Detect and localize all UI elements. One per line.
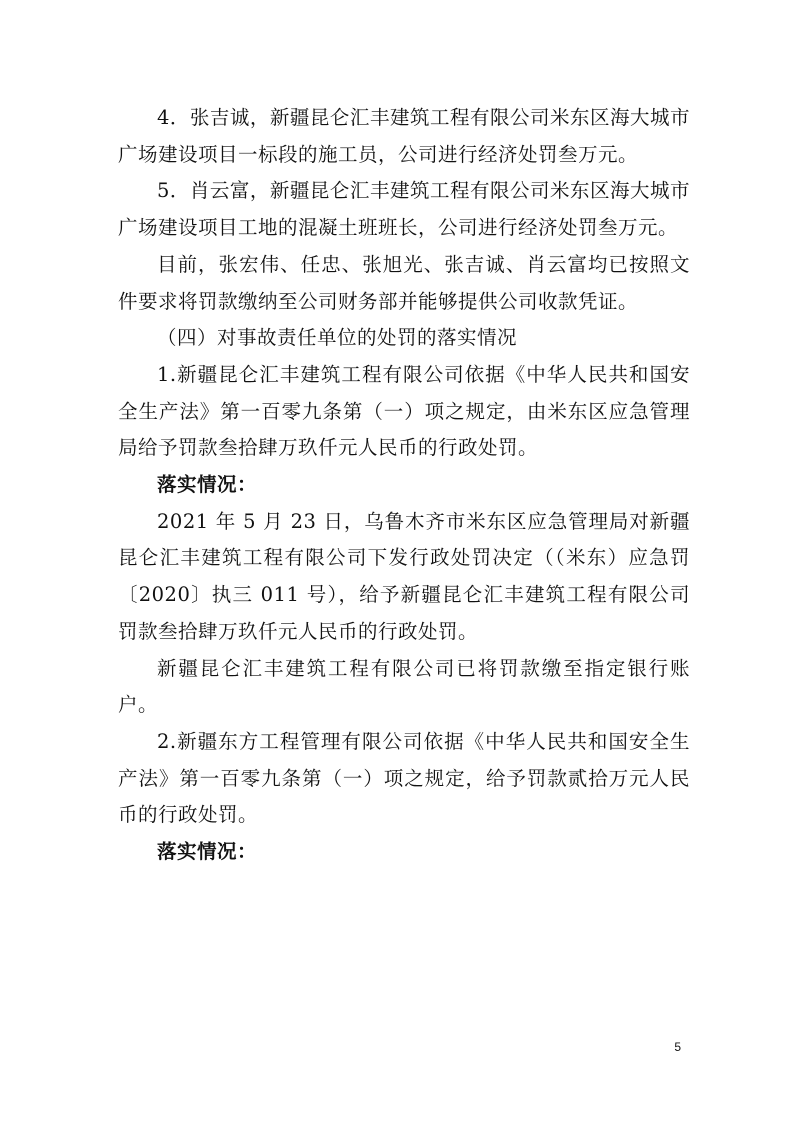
paragraph-penalty-zhang-jicheng: 4．张吉诚，新疆昆仑汇丰建筑工程有限公司米东区海大城市广场建设项目一标段的施工员，公司进行经济处罚叁万元。 bbox=[118, 106, 690, 166]
implementation-status-heading: 落实情况： bbox=[157, 840, 258, 864]
paragraph-penalty-kunlun-huifeng: 1.新疆昆仑汇丰建筑工程有限公司依据《中华人民共和国安全生产法》第一百零九条第（一）项之规定，由米东区应急管理局给予罚款叁拾肆万玖仟元人民币的行政处罚。 bbox=[118, 362, 690, 460]
paragraph-penalty-decision-issued: 2021 年 5 月 23 日，乌鲁木齐市米东区应急管理局对新疆昆仑汇丰建筑工程有限公司下发行政处罚决定（（米东）应急罚〔2020〕执三 011 号），给予新疆昆仑汇丰建筑工程有限公司罚款叁拾肆万玖仟元人民币的行政处罚。 bbox=[118, 509, 690, 643]
page-number: 5 bbox=[674, 1040, 681, 1054]
paragraph-fines-paid-status: 目前，张宏伟、任忠、张旭光、张吉诚、肖云富均已按照文件要求将罚款缴纳至公司财务部并能够提供公司收款凭证。 bbox=[118, 252, 690, 313]
section-heading-unit-penalties: （四）对事故责任单位的处罚的落实情况 bbox=[157, 326, 518, 350]
paragraph-fine-paid-to-bank: 新疆昆仑汇丰建筑工程有限公司已将罚款缴至指定银行账户。 bbox=[118, 656, 690, 717]
paragraph-penalty-xiao-yunfu: 5．肖云富，新疆昆仑汇丰建筑工程有限公司米东区海大城市广场建设项目工地的混凝土班班长，公司进行经济处罚叁万元。 bbox=[118, 179, 690, 240]
body-text bbox=[118, 100, 690, 871]
paragraph-penalty-dongfang: 2.新疆东方工程管理有限公司依据《中华人民共和国安全生产法》第一百零九条第（一）项之规定，给予罚款贰拾万元人民币的行政处罚。 bbox=[118, 729, 690, 827]
implementation-status-heading: 落实情况： bbox=[157, 473, 258, 497]
